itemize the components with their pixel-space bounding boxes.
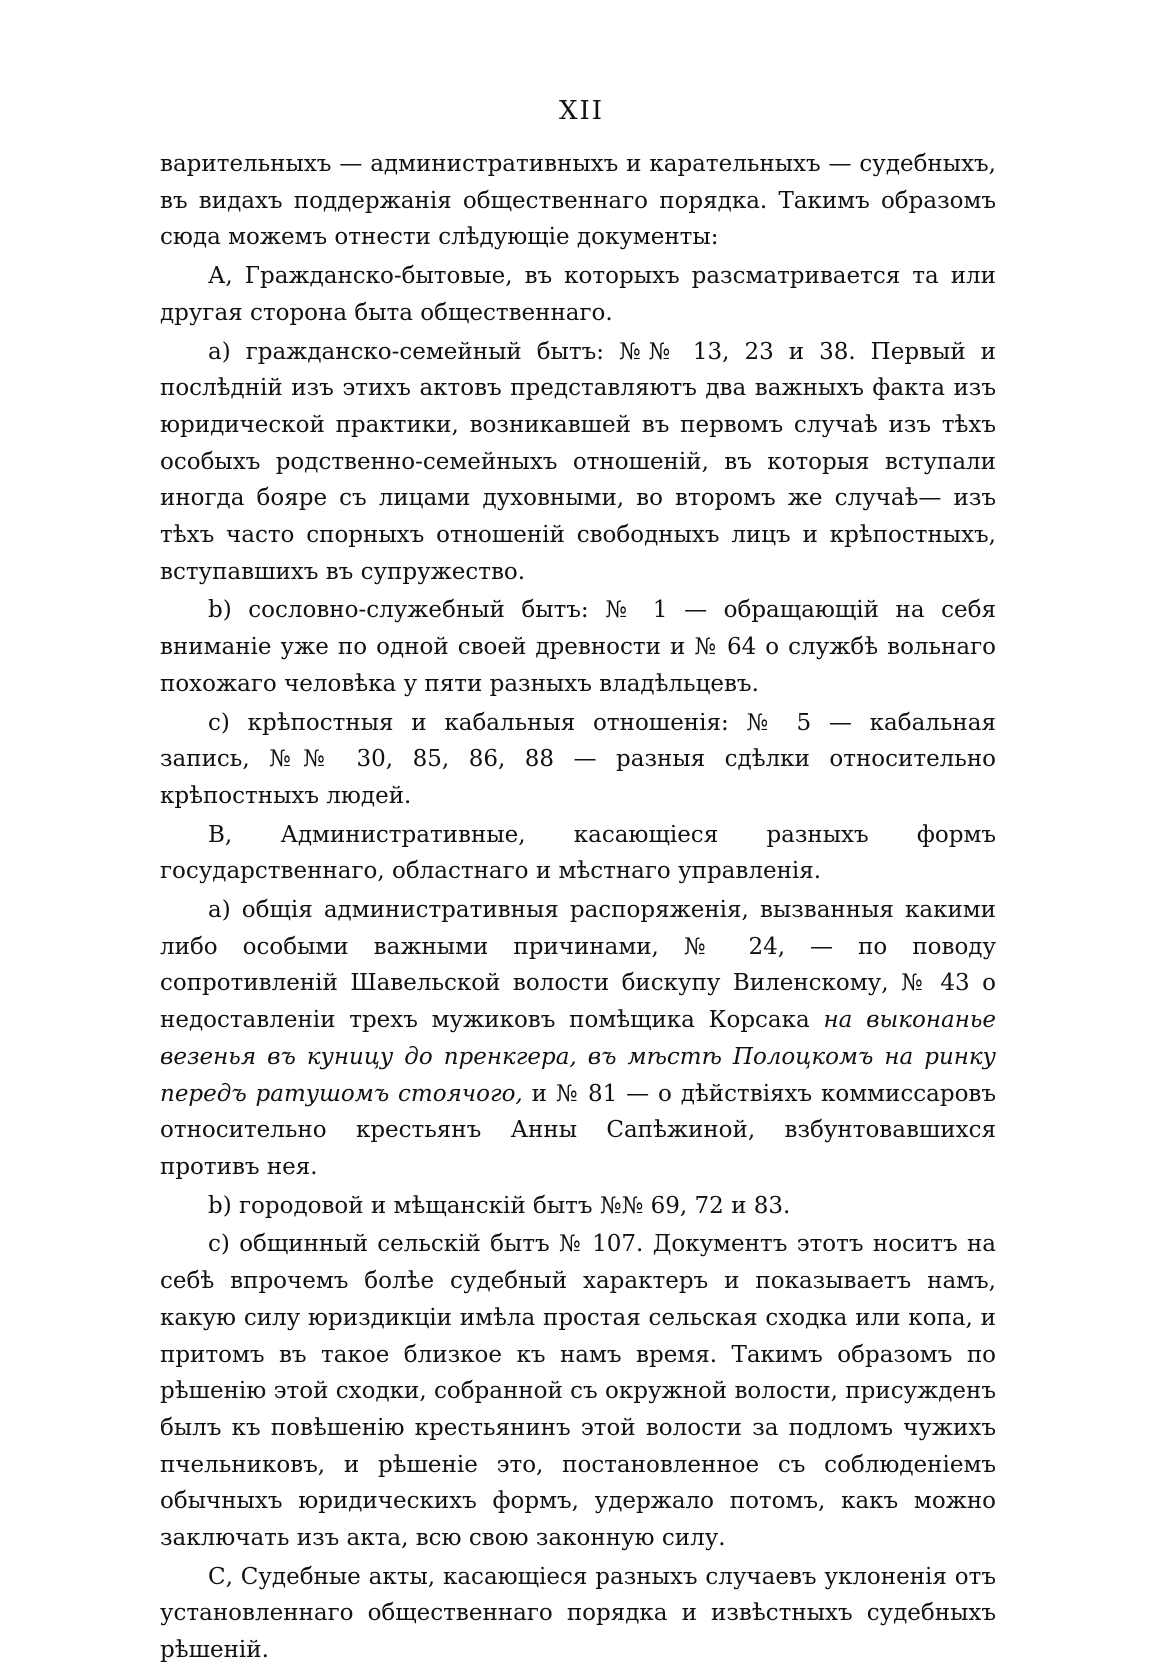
paragraph-c-communal-life: c) общинный сельскій бытъ № 107. Документъ этотъ носитъ на себѣ впрочемъ болѣе судебный характеръ и показываетъ намъ, какую силу юриздикціи имѣла простая сельская сходка или копа, и притомъ въ такое близкое къ намъ время. Такимъ образомъ по рѣшенію этой сходки, собранной съ окружной волости, присужденъ былъ къ повѣшенію крестьянинъ этой волости за подломъ чужихъ пчельниковъ, и рѣшеніе это, постановленное съ соблюденіемъ обычныхъ юридическихъ формъ, удержало потомъ, какъ можно заключать изъ акта, всю свою законную силу.: [160, 1231, 996, 1552]
paragraph-section-c: С, Судебные акты, касающіеся разныхъ случаевъ уклоненія отъ установленнаго общественнаго порядка и извѣстныхъ судебныхъ рѣшеній.: [160, 1563, 996, 1664]
paragraph-continuation: варительныхъ — административныхъ и карательныхъ — судебныхъ, въ видахъ поддержанія общественнаго порядка. Такимъ образомъ сюда можемъ отнести слѣдующіе документы:: [160, 151, 996, 251]
paragraph-text-before: a) общія административныя распоряженія, вызванныя какими либо особыми важными причинами, № 24, — по поводу сопротивленій Шавельской волости бискупу Виленскому, № 43 о недоставленіи трехъ мужиковъ помѣщика Корсака: [160, 897, 996, 1034]
page-number: XII: [558, 96, 605, 126]
paragraph-section-a: А, Гражданско-бытовые, въ которыхъ разсматривается та или другая сторона быта общественнаго.: [160, 263, 996, 326]
body-text: [160, 146, 996, 1669]
paragraph-a-administrative-orders: [160, 892, 996, 1186]
paragraph-b-town-life: b) городовой и мѣщанскій бытъ №№ 69, 72 и 83.: [208, 1192, 791, 1219]
italic-quotation: на выконанье везенья въ куницу до пренкгера, въ мѣстѣ Полоцкомъ на ринку передъ ратушомъ стоячого,: [160, 1007, 996, 1107]
paragraph-c-serf-relations: c) крѣпостныя и кабальныя отношенія: № 5 — кабальная запись, №№ 30, 85, 86, 88 — разныя сдѣлки относительно крѣпостныхъ людей.: [160, 709, 996, 809]
paragraph-b-estate-service: b) сословно-служебный бытъ: № 1 — обращающій на себя вниманіе уже по одной своей древности и № 64 о службѣ вольнаго похожаго человѣка у пяти разныхъ владѣльцевъ.: [160, 597, 996, 697]
paragraph-text-after: и № 81 — о дѣйствіяхъ коммиссаровъ относительно крестьянъ Анны Сапѣжиной, взбунтовавшихся противъ нея.: [160, 1080, 996, 1180]
paragraph-a-civil-family: a) гражданско-семейный бытъ: №№ 13, 23 и 38. Первый и послѣднiй изъ этихъ актовъ представляютъ два важныхъ факта изъ юридической практики, возникавшей въ первомъ случаѣ изъ тѣхъ особыхъ родственно-семейныхъ отношеній, въ которыя вступали иногда бояре съ лицами духовными, во второмъ же случаѣ— изъ тѣхъ часто спорныхъ отношеній свободныхъ лицъ и крѣпостныхъ, вступавшихъ въ супружество.: [160, 338, 996, 585]
paragraph-section-b: В, Административные, касающіеся разныхъ формъ государственнаго, областнаго и мѣстнаго управленія.: [160, 821, 996, 885]
